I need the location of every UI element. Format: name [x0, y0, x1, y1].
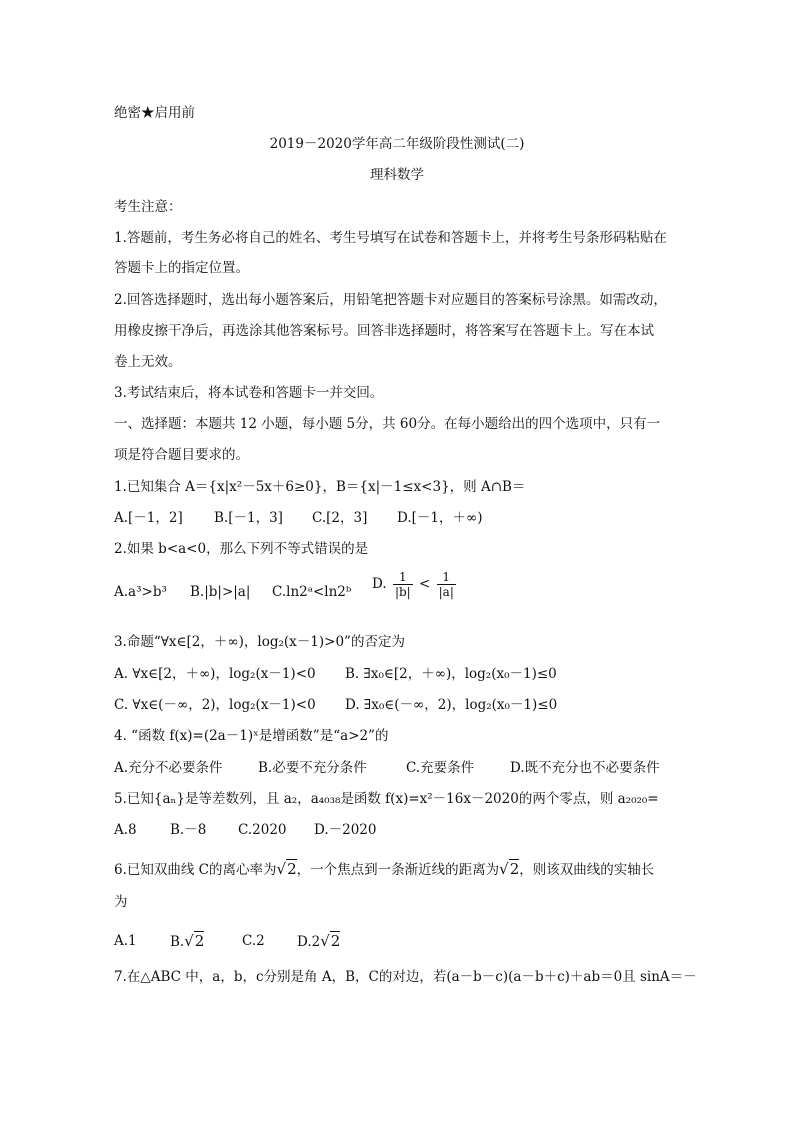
question-5-option-a: A.8 — [114, 822, 137, 838]
question-6-option-d: D.2√2 — [297, 932, 341, 950]
square-root-2: √2 — [276, 860, 297, 878]
question-1-option-d: D.[－1，＋∞) — [397, 510, 483, 526]
question-5-option-b: B.－8 — [170, 822, 207, 838]
notice-item-3: 3.考试结束后，将本试卷和答题卡一并交回。 — [114, 385, 384, 401]
question-3-option-c: C. ∀x∈(－∞，2)，log₂(x－1)<0 — [114, 697, 316, 713]
subject-title: 理科数学 — [370, 167, 424, 183]
question-4-option-c: C.充要条件 — [406, 760, 475, 776]
notice-heading: 考生注意： — [114, 199, 182, 215]
question-6-stem-part-2: ，一个焦点到一条渐近线的距离为 — [296, 862, 500, 878]
question-6-stem-line-2: 为 — [114, 894, 128, 910]
square-root-2: √2 — [184, 932, 205, 950]
question-2-option-c: C.ln2ᵃ<ln2ᵇ — [272, 584, 352, 600]
question-2-option-d-label: D. — [372, 576, 387, 592]
question-4-option-a: A.充分不必要条件 — [114, 760, 223, 776]
question-6-option-b: B.√2 — [170, 932, 205, 950]
section-1-line-2: 项是符合题目要求的。 — [114, 447, 249, 463]
notice-item-2-line-2: 用橡皮擦干净后，再选涂其他答案标号。回答非选择题时，将答案写在答题卡上。写在本试 — [114, 323, 654, 339]
fraction-numerator: 1 — [442, 570, 451, 584]
question-2-option-a: A.a³>b³ — [114, 584, 167, 600]
secret-label: 绝密★启用前 — [114, 105, 195, 121]
question-6-option-a: A.1 — [114, 933, 137, 949]
question-1-option-b: B.[－1，3] — [214, 510, 283, 526]
question-6-stem-part-1: 6.已知双曲线 C的离心率为 — [114, 862, 277, 878]
question-3-option-a: A. ∀x∈[2，＋∞)，log₂(x－1)<0 — [114, 666, 316, 682]
question-1-option-a: A.[－1，2] — [114, 510, 183, 526]
question-2-option-b: B.|b|>|a| — [190, 584, 251, 600]
notice-item-2-line-3: 卷上无效。 — [114, 354, 182, 370]
question-3-option-d: D. ∃x₀∈(－∞，2)，log₂(x₀－1)≤0 — [345, 697, 558, 713]
fraction-numerator: 1 — [399, 570, 407, 584]
question-6-stem — [114, 859, 654, 880]
question-6-option-c: C.2 — [242, 933, 265, 949]
question-5-option-d: D.－2020 — [314, 822, 377, 838]
question-4-option-b: B.必要不充分条件 — [258, 760, 367, 776]
notice-item-2-line-1: 2.回答选择题时，选出每小题答案后，用铅笔把答题卡对应题目的答案标号涂黑。如需改动， — [114, 292, 667, 308]
square-root-2: √2 — [320, 932, 341, 950]
question-3-stem: 3.命题“∀x∈[2，＋∞)，log₂(x－1)>0”的否定为 — [114, 634, 405, 650]
fraction-1-over-abs-b — [393, 570, 413, 599]
fraction-denominator: |a| — [438, 585, 454, 599]
question-5-option-c: C.2020 — [238, 822, 287, 838]
question-2-stem: 2.如果 b<a<0，那么下列不等式错误的是 — [114, 541, 369, 557]
less-than-sign: < — [419, 576, 431, 592]
fraction-denominator: |b| — [394, 585, 411, 599]
exam-title: 2019－2020学年高二年级阶段性测试(二) — [269, 136, 525, 152]
question-7-stem: 7.在△ABC 中，a，b，c分别是角 A，B，C的对边，若(a－b－c)(a－b＋c)＋ab＝0且 sinA＝－ — [114, 969, 697, 985]
notice-item-1-line-2: 答题卡上的指定位置。 — [114, 260, 249, 276]
question-4-stem: 4. “函数 f(x)=(2a－1)ˣ是增函数”是“a>2”的 — [114, 728, 389, 744]
question-1-stem: 1.已知集合 A＝{x|x²－5x＋6≥0}，B＝{x|－1≤x<3}，则 A∩B＝ — [114, 479, 526, 495]
question-3-option-b: B. ∃x₀∈[2，＋∞)，log₂(x₀－1)≤0 — [345, 666, 557, 682]
question-1-option-c: C.[2，3] — [312, 510, 368, 526]
question-2-option-d — [372, 570, 458, 599]
notice-item-1-line-1: 1.答题前，考生务必将自己的姓名、考生号填写在试卷和答题卡上，并将考生号条形码粘贴在 — [114, 230, 667, 246]
section-1-line-1: 一、选择题：本题共 12 小题，每小题 5分，共 60分。在每小题给出的四个选项中，只有一 — [114, 416, 661, 432]
fraction-1-over-abs-a — [437, 570, 456, 599]
question-4-option-d: D.既不充分也不必要条件 — [510, 760, 660, 776]
square-root-2: √2 — [499, 860, 520, 878]
question-5-stem: 5.已知{aₙ}是等差数列，且 a₂，a₄₀₃₈是函数 f(x)=x²－16x－2020的两个零点，则 a₂₀₂₀= — [114, 791, 659, 807]
question-6-stem-part-3: ，则该双曲线的实轴长 — [519, 862, 655, 878]
